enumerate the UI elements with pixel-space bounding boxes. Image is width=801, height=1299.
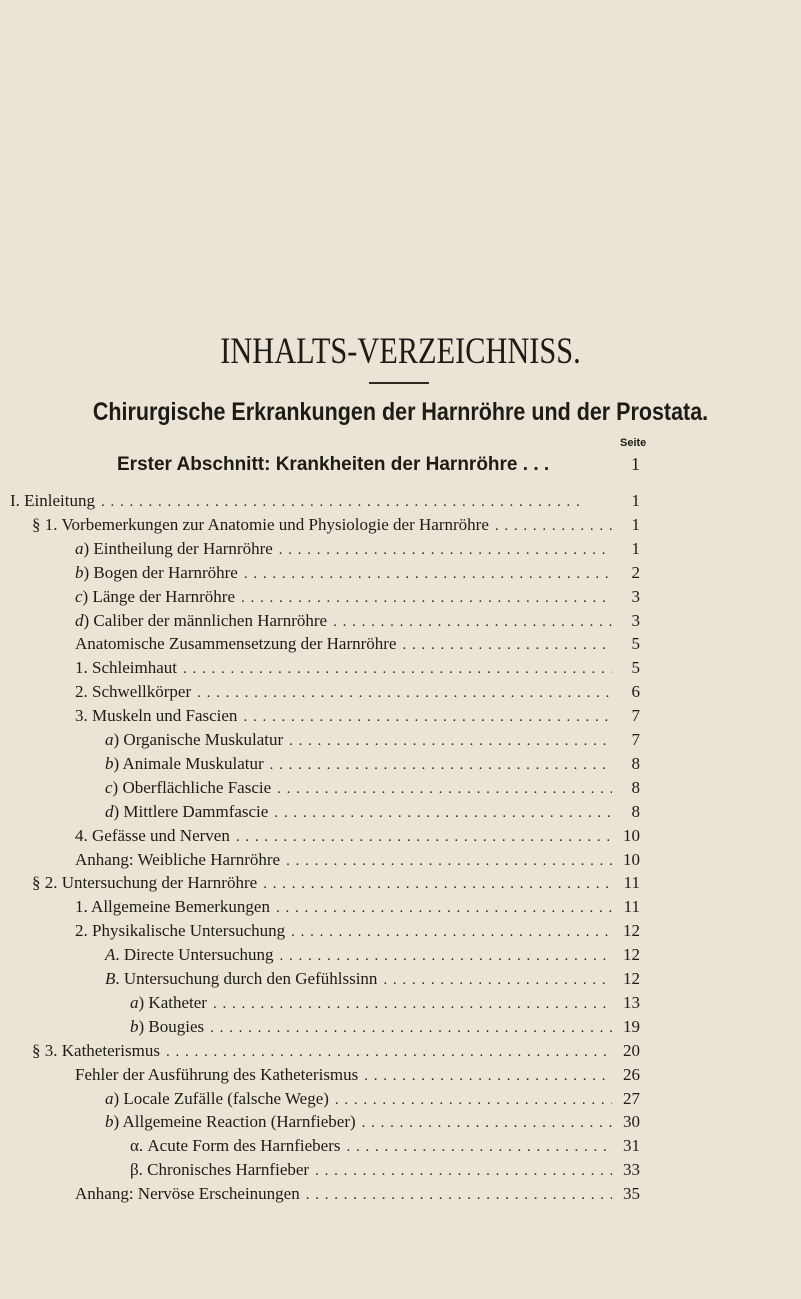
dot-leader <box>306 1184 612 1206</box>
toc-entry-page: 26 <box>623 1064 640 1084</box>
toc-entry-label: Anatomische Zusammensetzung der Harnröhre <box>75 634 397 654</box>
toc-entry-label: 3. Muskeln und Fascien <box>75 706 238 726</box>
toc-entry-page: 33 <box>623 1160 640 1180</box>
toc-entry-page: 6 <box>631 682 640 702</box>
toc-entry-label: Anhang: Weibliche Harnröhre <box>75 849 281 869</box>
toc-entry-page: 30 <box>623 1112 640 1132</box>
toc-entry <box>75 610 640 633</box>
toc-entry-label: b) Animale Muskulatur <box>105 753 264 773</box>
toc-entry-page: 8 <box>631 801 640 821</box>
dot-leader <box>315 1160 612 1182</box>
dot-leader <box>236 826 612 848</box>
toc-entry <box>105 777 640 800</box>
toc-entry <box>75 920 640 943</box>
toc-entry-label: 2. Physikalische Untersuchung <box>75 921 286 941</box>
toc-entry-page: 5 <box>631 658 640 678</box>
dot-leader <box>346 1136 612 1158</box>
toc-entry <box>75 825 640 848</box>
section-heading <box>117 451 640 478</box>
dot-leader <box>279 539 612 561</box>
title-rule <box>369 382 429 384</box>
toc-entry-label: 1. Allgemeine Bemerkungen <box>75 897 270 917</box>
toc-entry-page: 12 <box>623 969 640 988</box>
toc-entry-label: b) Bougies <box>130 1016 205 1036</box>
toc-entry-label: a) Organische Muskulatur <box>105 730 284 749</box>
toc-entry <box>130 1135 640 1158</box>
section-heading-label: Erster Abschnitt: Krankheiten der Harnröhre . . . <box>117 454 550 475</box>
toc-entry-label: 2. Schwellkörper <box>75 682 192 702</box>
toc-entry-page: 13 <box>623 992 640 1012</box>
dot-leader <box>197 682 612 704</box>
toc-entry <box>75 896 640 919</box>
toc-entry-page: 10 <box>623 849 640 869</box>
dot-leader <box>213 993 612 1015</box>
toc-entry <box>75 633 640 656</box>
toc-entry <box>75 1064 640 1087</box>
toc-entry-page: 7 <box>631 730 640 749</box>
page-title: INHALTS-VERZEICHNISS. <box>220 331 581 372</box>
dot-leader <box>289 730 612 752</box>
page-column-label: Seite <box>620 437 647 449</box>
toc-entry <box>130 1016 640 1039</box>
toc-entry-page: 12 <box>623 945 640 965</box>
section-heading-page: 1 <box>631 454 640 474</box>
toc-entry-page: 10 <box>623 825 640 845</box>
toc-entry <box>32 1040 640 1063</box>
toc-entry-page: 7 <box>631 706 640 726</box>
toc-entry-label: § 1. Vorbemerkungen zur Anatomie und Physiologie der Harnröhre <box>32 514 489 534</box>
dot-leader <box>274 802 612 824</box>
toc-entry <box>105 944 640 967</box>
toc-entry <box>10 490 640 513</box>
dot-leader <box>244 563 612 585</box>
toc-entry <box>130 1159 640 1182</box>
toc-entry-page: 8 <box>631 777 640 797</box>
dot-leader <box>277 778 612 800</box>
dot-leader <box>333 611 612 633</box>
dot-leader <box>210 1017 612 1039</box>
toc-entry <box>105 729 640 752</box>
dot-leader <box>286 850 612 872</box>
toc-entry-label: § 2. Untersuchung der Harnröhre <box>32 873 258 893</box>
toc-entry-label: b) Allgemeine Reaction (Harnfieber) <box>105 1112 356 1132</box>
dot-leader <box>402 634 612 656</box>
dot-leader <box>291 921 612 943</box>
toc-entry-label: d) Caliber der männlichen Harnröhre <box>75 610 328 630</box>
toc-entry-label: d) Mittlere Dammfascie <box>105 801 269 821</box>
dot-leader <box>362 1112 612 1134</box>
toc-entry-page: 1 <box>631 491 640 510</box>
toc-entry <box>105 753 640 776</box>
toc-entry <box>75 562 640 585</box>
toc-entry <box>32 514 640 537</box>
toc-entry <box>105 1088 640 1111</box>
dot-leader <box>101 491 612 513</box>
book-subtitle: Chirurgische Erkrankungen der Harnröhre und der Prostata. <box>92 398 709 426</box>
toc-entry <box>105 801 640 824</box>
toc-entry-label: § 3. Katheterismus <box>32 1040 160 1060</box>
dot-leader <box>280 945 612 967</box>
toc-entry-page: 3 <box>631 586 640 606</box>
toc-entry-label: α. Acute Form des Harnfiebers <box>130 1136 341 1156</box>
dot-leader <box>183 658 612 680</box>
toc-entry-page: 31 <box>623 1136 640 1156</box>
toc-entry-label: a) Katheter <box>130 992 207 1012</box>
toc-entry-label: c) Oberflächliche Fascie <box>105 777 272 797</box>
toc-entry-label: β. Chronisches Harnfieber <box>130 1160 310 1180</box>
toc-entry <box>75 705 640 728</box>
toc-entry <box>105 968 640 991</box>
toc-entry-page: 35 <box>623 1184 640 1204</box>
toc-entry <box>32 872 640 895</box>
toc-entry-label: c) Länge der Harnröhre <box>75 586 235 606</box>
dot-leader <box>335 1089 612 1111</box>
toc-entry-label: Anhang: Nervöse Erscheinungen <box>75 1184 300 1204</box>
dot-leader <box>276 897 612 919</box>
toc-entry-label: a) Locale Zufälle (falsche Wege) <box>105 1088 329 1108</box>
toc-entry-page: 20 <box>623 1040 640 1060</box>
toc-entry-page: 19 <box>623 1016 640 1036</box>
toc-entry-page: 27 <box>623 1088 640 1108</box>
toc-entry-page: 11 <box>623 873 640 893</box>
toc-entry <box>75 1183 640 1206</box>
dot-leader <box>495 515 612 537</box>
toc-entry <box>75 586 640 609</box>
toc-entry-label: b) Bogen der Harnröhre <box>75 562 238 582</box>
toc-entry-label: Fehler der Ausführung des Katheterismus <box>75 1064 359 1084</box>
toc-entry-label: 1. Schleimhaut <box>75 658 177 678</box>
dot-leader <box>263 873 612 895</box>
toc-entry-label: A. Directe Untersuchung <box>105 945 274 965</box>
toc-entry-label: 4. Gefässe und Nerven <box>75 825 230 845</box>
toc-entry-page: 2 <box>631 562 640 582</box>
toc-entry <box>130 992 640 1015</box>
dot-leader <box>364 1065 612 1087</box>
toc-entry-label: I. Einleitung <box>10 491 95 510</box>
dot-leader <box>166 1041 612 1063</box>
toc-entry-label: B. Untersuchung durch den Gefühlssinn <box>105 969 378 988</box>
dot-leader <box>241 587 612 609</box>
dot-leader <box>383 969 612 991</box>
toc-entry <box>75 849 640 872</box>
toc-entry <box>75 657 640 680</box>
toc-entry-page: 3 <box>631 610 640 630</box>
toc-entry-page: 5 <box>631 634 640 654</box>
dot-leader <box>243 706 612 728</box>
toc-entry-page: 1 <box>631 514 640 534</box>
toc-entry <box>105 1111 640 1134</box>
toc-entry <box>75 538 640 561</box>
toc-entry-page: 8 <box>631 753 640 773</box>
toc-entry-page: 12 <box>623 921 640 941</box>
toc-entry-page: 1 <box>631 538 640 558</box>
toc-entry-page: 11 <box>623 897 640 917</box>
toc-entry <box>75 681 640 704</box>
toc-entry-label: a) Eintheilung der Harnröhre <box>75 538 273 558</box>
dot-leader <box>270 754 612 776</box>
